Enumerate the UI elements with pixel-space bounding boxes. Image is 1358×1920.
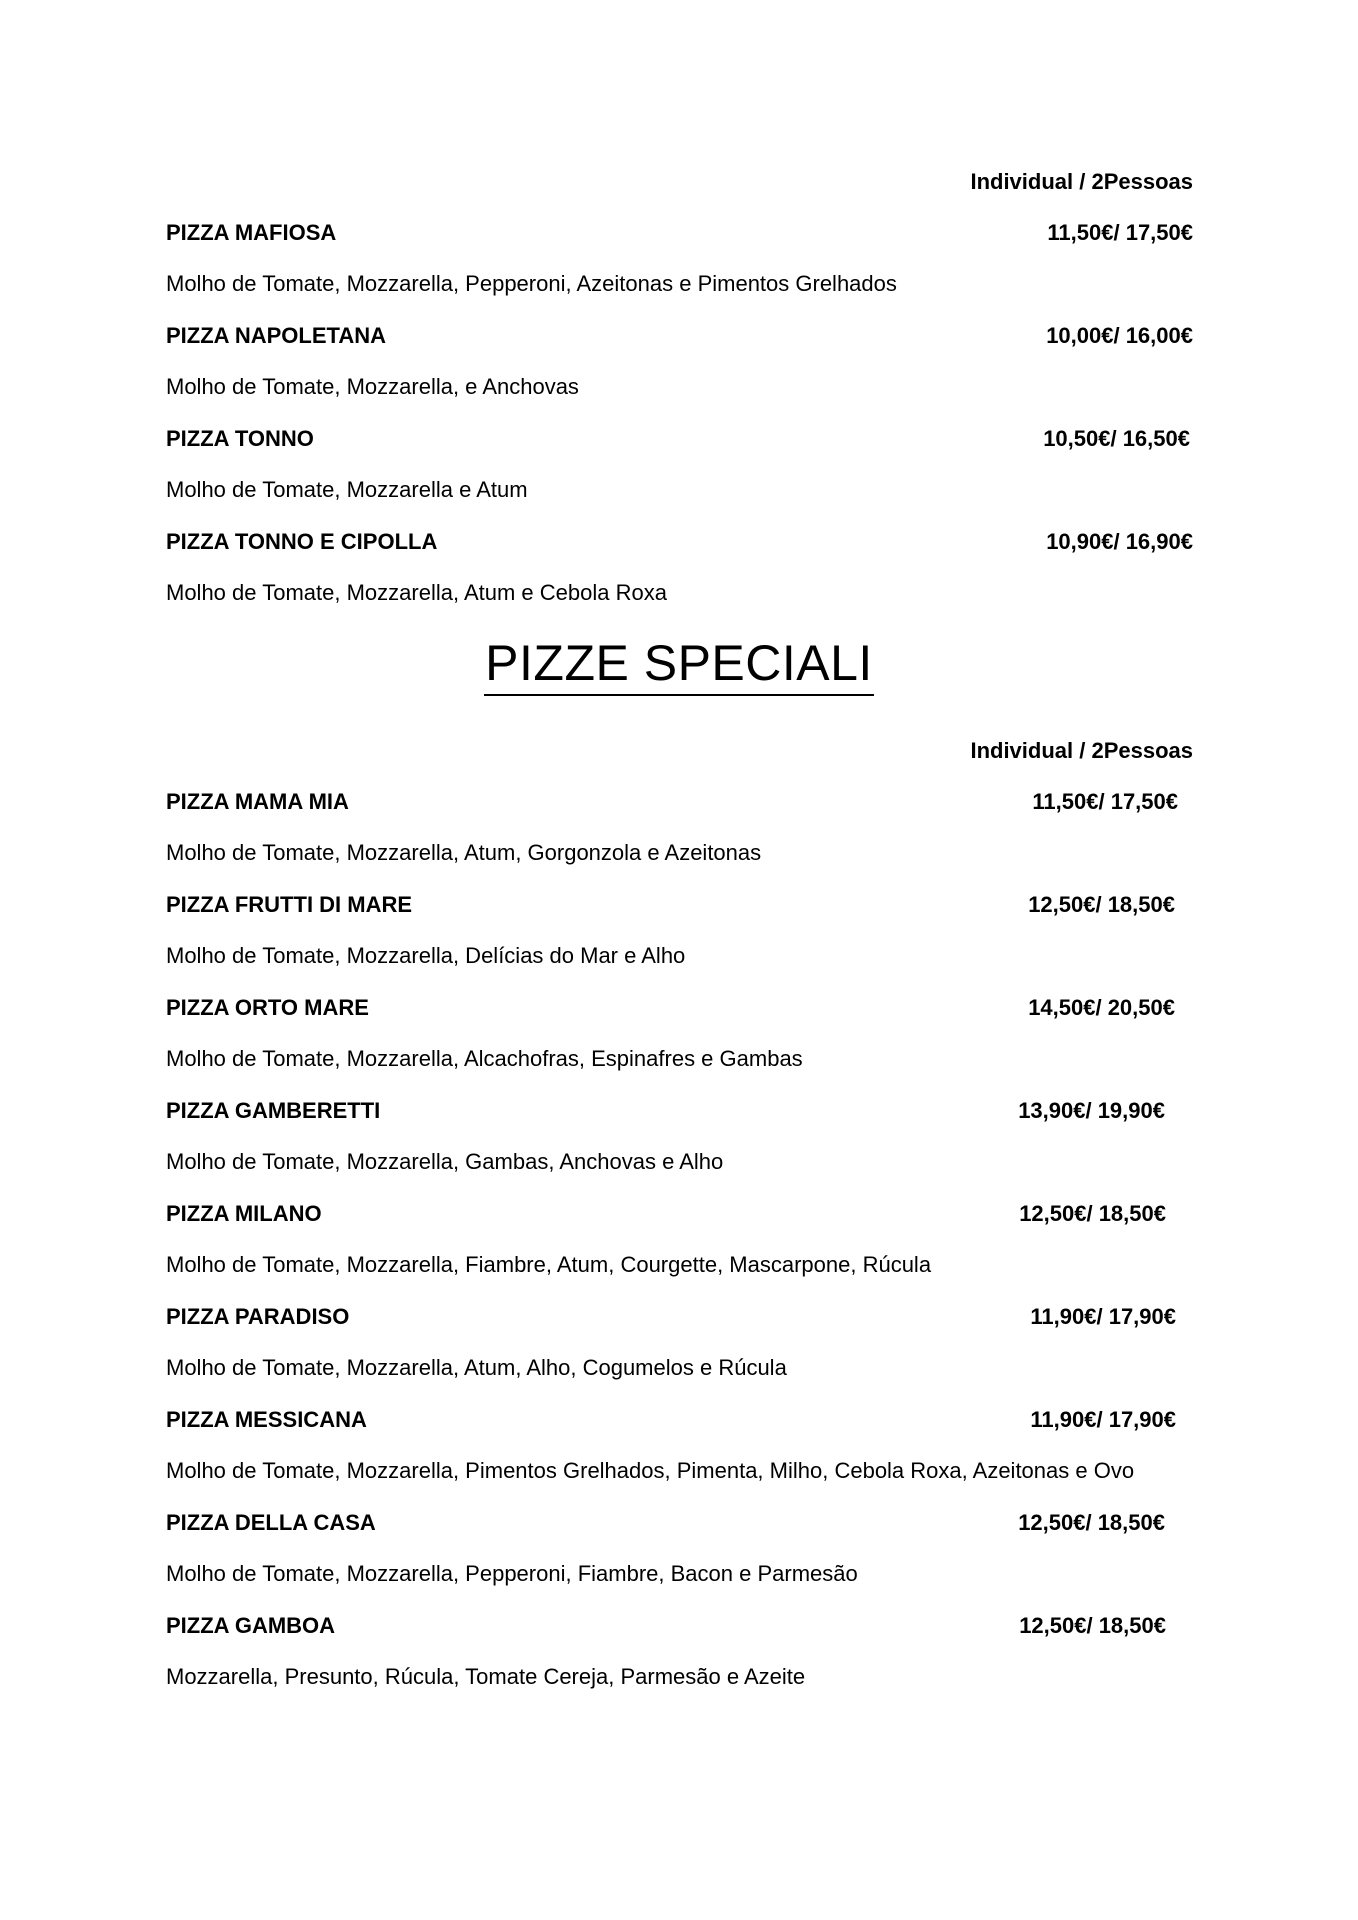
item-price: 12,50€/ 18,50€ <box>1028 892 1175 917</box>
menu-item <box>166 525 1196 576</box>
item-description: Molho de Tomate, Mozzarella, Pimentos Grelhados, Pimenta, Milho, Cebola Roxa, Azeitonas e Ovo <box>166 1458 1135 1483</box>
item-name: PIZZA MAFIOSA <box>166 220 337 245</box>
item-description: Molho de Tomate, Mozzarella, Atum, Alho, Cogumelos e Rúcula <box>166 1355 787 1380</box>
item-name: PIZZA MILANO <box>166 1201 322 1226</box>
item-name: PIZZA TONNO E CIPOLLA <box>166 529 438 554</box>
menu-section-classic <box>166 164 1196 628</box>
menu-item <box>166 1403 1196 1454</box>
menu-item <box>166 216 1196 267</box>
item-description: Molho de Tomate, Mozzarella, Atum, Gorgonzola e Azeitonas <box>166 840 762 865</box>
item-name: PIZZA PARADISO <box>166 1304 350 1329</box>
item-price: 11,50€/ 17,50€ <box>1032 789 1178 814</box>
item-name: PIZZA MAMA MIA <box>166 789 349 814</box>
menu-item <box>166 422 1196 473</box>
menu-item <box>166 1197 1196 1248</box>
item-price: 11,90€/ 17,90€ <box>1030 1304 1176 1329</box>
item-name: PIZZA TONNO <box>166 426 314 451</box>
item-name: PIZZA DELLA CASA <box>166 1510 376 1535</box>
menu-item <box>166 1609 1196 1660</box>
menu-item <box>166 1300 1196 1351</box>
menu-item <box>166 888 1196 939</box>
section-title: PIZZE SPECIALI <box>484 632 874 696</box>
item-description: Molho de Tomate, Mozzarella, Alcachofras, Espinafres e Gambas <box>166 1046 803 1071</box>
item-description: Molho de Tomate, Mozzarella, Pepperoni, Azeitonas e Pimentos Grelhados <box>166 271 897 296</box>
item-name: PIZZA GAMBERETTI <box>166 1098 381 1123</box>
item-price: 10,00€/ 16,00€ <box>1046 323 1193 348</box>
item-name: PIZZA ORTO MARE <box>166 995 369 1020</box>
item-description: Molho de Tomate, Mozzarella, e Anchovas <box>166 374 579 399</box>
menu-item <box>166 1094 1196 1145</box>
menu-item <box>166 785 1196 836</box>
item-price: 12,50€/ 18,50€ <box>1018 1510 1165 1535</box>
item-name: PIZZA MESSICANA <box>166 1407 367 1432</box>
item-price: 12,50€/ 18,50€ <box>1019 1201 1166 1226</box>
menu-item <box>166 991 1196 1042</box>
item-name: PIZZA FRUTTI DI MARE <box>166 892 413 917</box>
item-description: Molho de Tomate, Mozzarella, Delícias do Mar e Alho <box>166 943 686 968</box>
item-price: 13,90€/ 19,90€ <box>1018 1098 1165 1123</box>
menu-section-speciali <box>166 733 1196 1712</box>
menu-item <box>166 1506 1196 1557</box>
item-description: Molho de Tomate, Mozzarella, Atum e Cebola Roxa <box>166 580 667 605</box>
item-description: Molho de Tomate, Mozzarella, Gambas, Anchovas e Alho <box>166 1149 724 1174</box>
item-description: Molho de Tomate, Mozzarella e Atum <box>166 477 528 502</box>
item-name: PIZZA NAPOLETANA <box>166 323 386 348</box>
item-description: Molho de Tomate, Mozzarella, Pepperoni, Fiambre, Bacon e Parmesão <box>166 1561 858 1586</box>
section-title-block <box>0 632 1358 696</box>
menu-item <box>166 319 1196 370</box>
price-column-header: Individual / 2Pessoas <box>970 169 1193 194</box>
item-price: 10,90€/ 16,90€ <box>1046 529 1193 554</box>
price-column-header: Individual / 2Pessoas <box>970 738 1193 763</box>
item-price: 12,50€/ 18,50€ <box>1019 1613 1166 1638</box>
item-price: 11,50€/ 17,50€ <box>1047 220 1193 245</box>
item-name: PIZZA GAMBOA <box>166 1613 336 1638</box>
item-price: 11,90€/ 17,90€ <box>1030 1407 1176 1432</box>
item-description: Molho de Tomate, Mozzarella, Fiambre, Atum, Courgette, Mascarpone, Rúcula <box>166 1252 932 1277</box>
item-price: 10,50€/ 16,50€ <box>1043 426 1190 451</box>
item-price: 14,50€/ 20,50€ <box>1028 995 1175 1020</box>
item-description: Mozzarella, Presunto, Rúcula, Tomate Cereja, Parmesão e Azeite <box>166 1664 806 1689</box>
